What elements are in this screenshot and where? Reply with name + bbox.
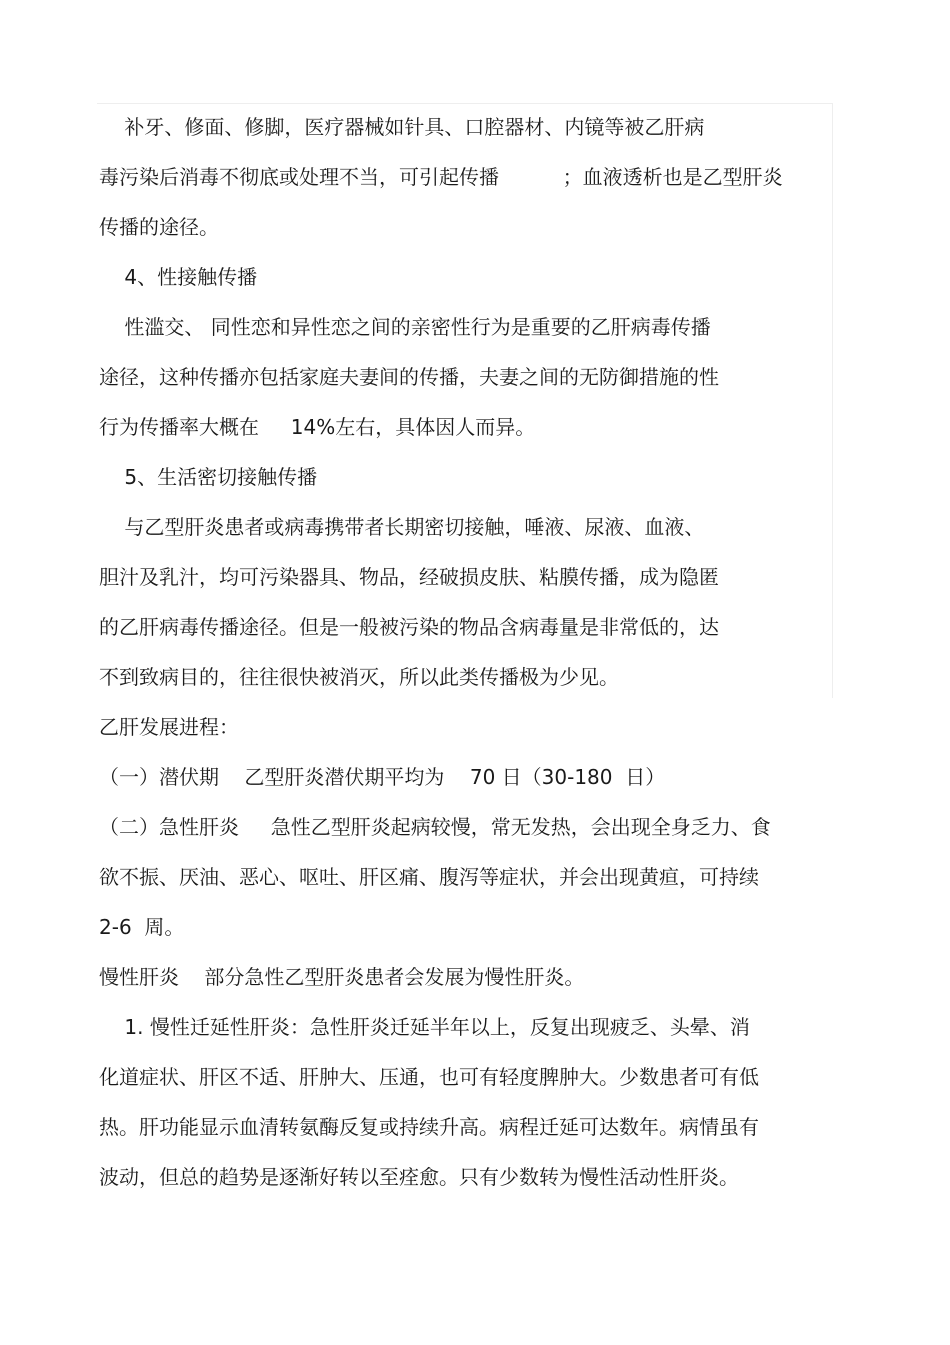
text-line: 欲不振、厌油、恶心、呕吐、肝区痛、腹泻等症状，并会出现黄疸，可持续 <box>99 865 759 889</box>
text-line: 传播的途径。 <box>99 215 219 239</box>
text-line: 波动，但总的趋势是逐渐好转以至痊愈。只有少数转为慢性活动性肝炎。 <box>99 1165 739 1189</box>
text-line: 的乙肝病毒传播途径。但是一般被污染的物品含病毒量是非常低的，达 <box>99 615 719 639</box>
text-line: 1. 慢性迁延性肝炎：急性肝炎迁延半年以上，反复出现疲乏、头晕、消 <box>99 1015 750 1039</box>
text-line: （一）潜伏期 乙型肝炎潜伏期平均为 70 日（30-180 日） <box>99 765 666 789</box>
text-line: 热。肝功能显示血清转氨酶反复或持续升高。病程迁延可达数年。病情虽有 <box>99 1115 759 1139</box>
text-line: 毒污染后消毒不彻底或处理不当，可引起传播 ；血液透析也是乙型肝炎 <box>99 165 783 189</box>
text-line: 化道症状、肝区不适、肝肿大、压通，也可有轻度脾肿大。少数患者可有低 <box>99 1065 759 1089</box>
text-line: 补牙、修面、修脚，医疗器械如针具、口腔器材、内镜等被乙肝病 <box>99 115 705 139</box>
text-line: 慢性肝炎 部分急性乙型肝炎患者会发展为慢性肝炎。 <box>99 965 585 989</box>
section-heading: 4、性接触传播 <box>99 265 258 289</box>
text-line: 行为传播率大概在 14%左右，具体因人而异。 <box>99 415 536 439</box>
text-line: （二）急性肝炎 急性乙型肝炎起病较慢，常无发热，会出现全身乏力、食 <box>99 815 771 839</box>
section-heading: 5、生活密切接触传播 <box>99 465 318 489</box>
text-line: 途径，这种传播亦包括家庭夫妻间的传播，夫妻之间的无防御措施的性 <box>99 365 719 389</box>
text-line: 2-6 周。 <box>99 915 185 939</box>
text-line: 不到致病目的，往往很快被消灭，所以此类传播极为少见。 <box>99 665 619 689</box>
content-frame <box>97 103 833 698</box>
text-line: 性滥交、 同性恋和异性恋之间的亲密性行为是重要的乙肝病毒传播 <box>99 315 711 339</box>
text-line: 与乙型肝炎患者或病毒携带者长期密切接触，唾液、尿液、血液、 <box>99 515 705 539</box>
text-line: 胆汁及乳汁，均可污染器具、物品，经破损皮肤、粘膜传播，成为隐匿 <box>99 565 719 589</box>
section-heading: 乙肝发展进程： <box>99 715 239 739</box>
